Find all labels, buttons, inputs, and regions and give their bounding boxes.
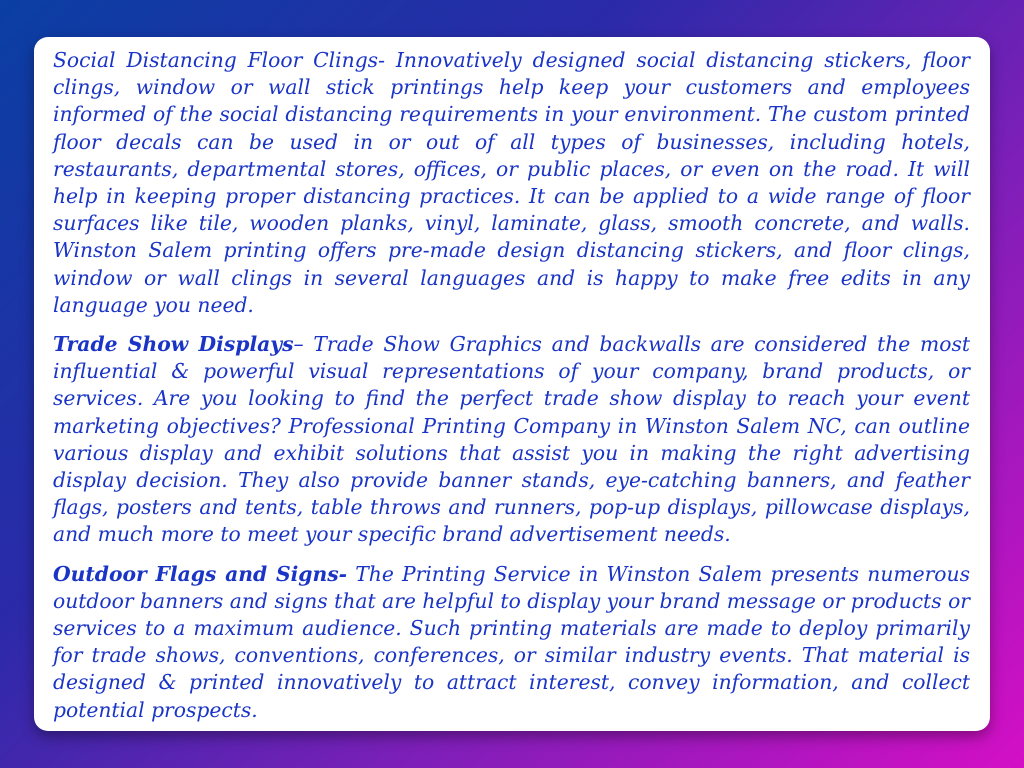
paragraph-body: The Printing Service in Winston Salem presents numerous outdoor banners and signs that are helpful to display your brand message or products or services to a maximum audience. Such printing materials are made to deploy primarily for trade shows, conventions, conferences, or similar industry events. That material is designed & printed innovatively to attract interest, convey information, and collect potential prospects. [53,561,970,722]
paragraph-heading: Outdoor Flags and Signs- [53,561,348,586]
paragraph-floor-clings [53,47,970,319]
paragraph-trade-show-displays [53,331,970,549]
paragraph-outdoor-flags [53,561,970,724]
paragraph-body: – Trade Show Graphics and backwalls are considered the most influential & powerful visual representations of your company, brand products, or services. Are you looking to find the perfect trade show display to reach your event marketing objectives? Professional Printing Company in Winston Salem NC, can outline various display and exhibit solutions that assist you in making the right advertising display decision. They also provide banner stands, eye-catching banners, and feather flags, posters and tents, table throws and runners, pop-up displays, pillowcase displays, and much more to meet your specific brand advertisement needs. [53,332,970,547]
content-card [34,37,990,731]
paragraph-body: Social Distancing Floor Clings- Innovatively designed social distancing stickers, floor clings, window or wall stick printings help keep your customers and employees informed of the social distancing requirements in your environment. The custom printed floor decals can be used in or out of all types of businesses, including hotels, restaurants, departmental stores, offices, or public places, or even on the road. It will help in keeping proper distancing practices. It can be applied to a wide range of floor surfaces like tile, wooden planks, vinyl, laminate, glass, smooth concrete, and walls. Winston Salem printing offers pre-made design distancing stickers, and floor clings, window or wall clings in several languages and is happy to make free edits in any language you need. [53,48,970,317]
paragraph-heading: Trade Show Displays [53,332,294,357]
